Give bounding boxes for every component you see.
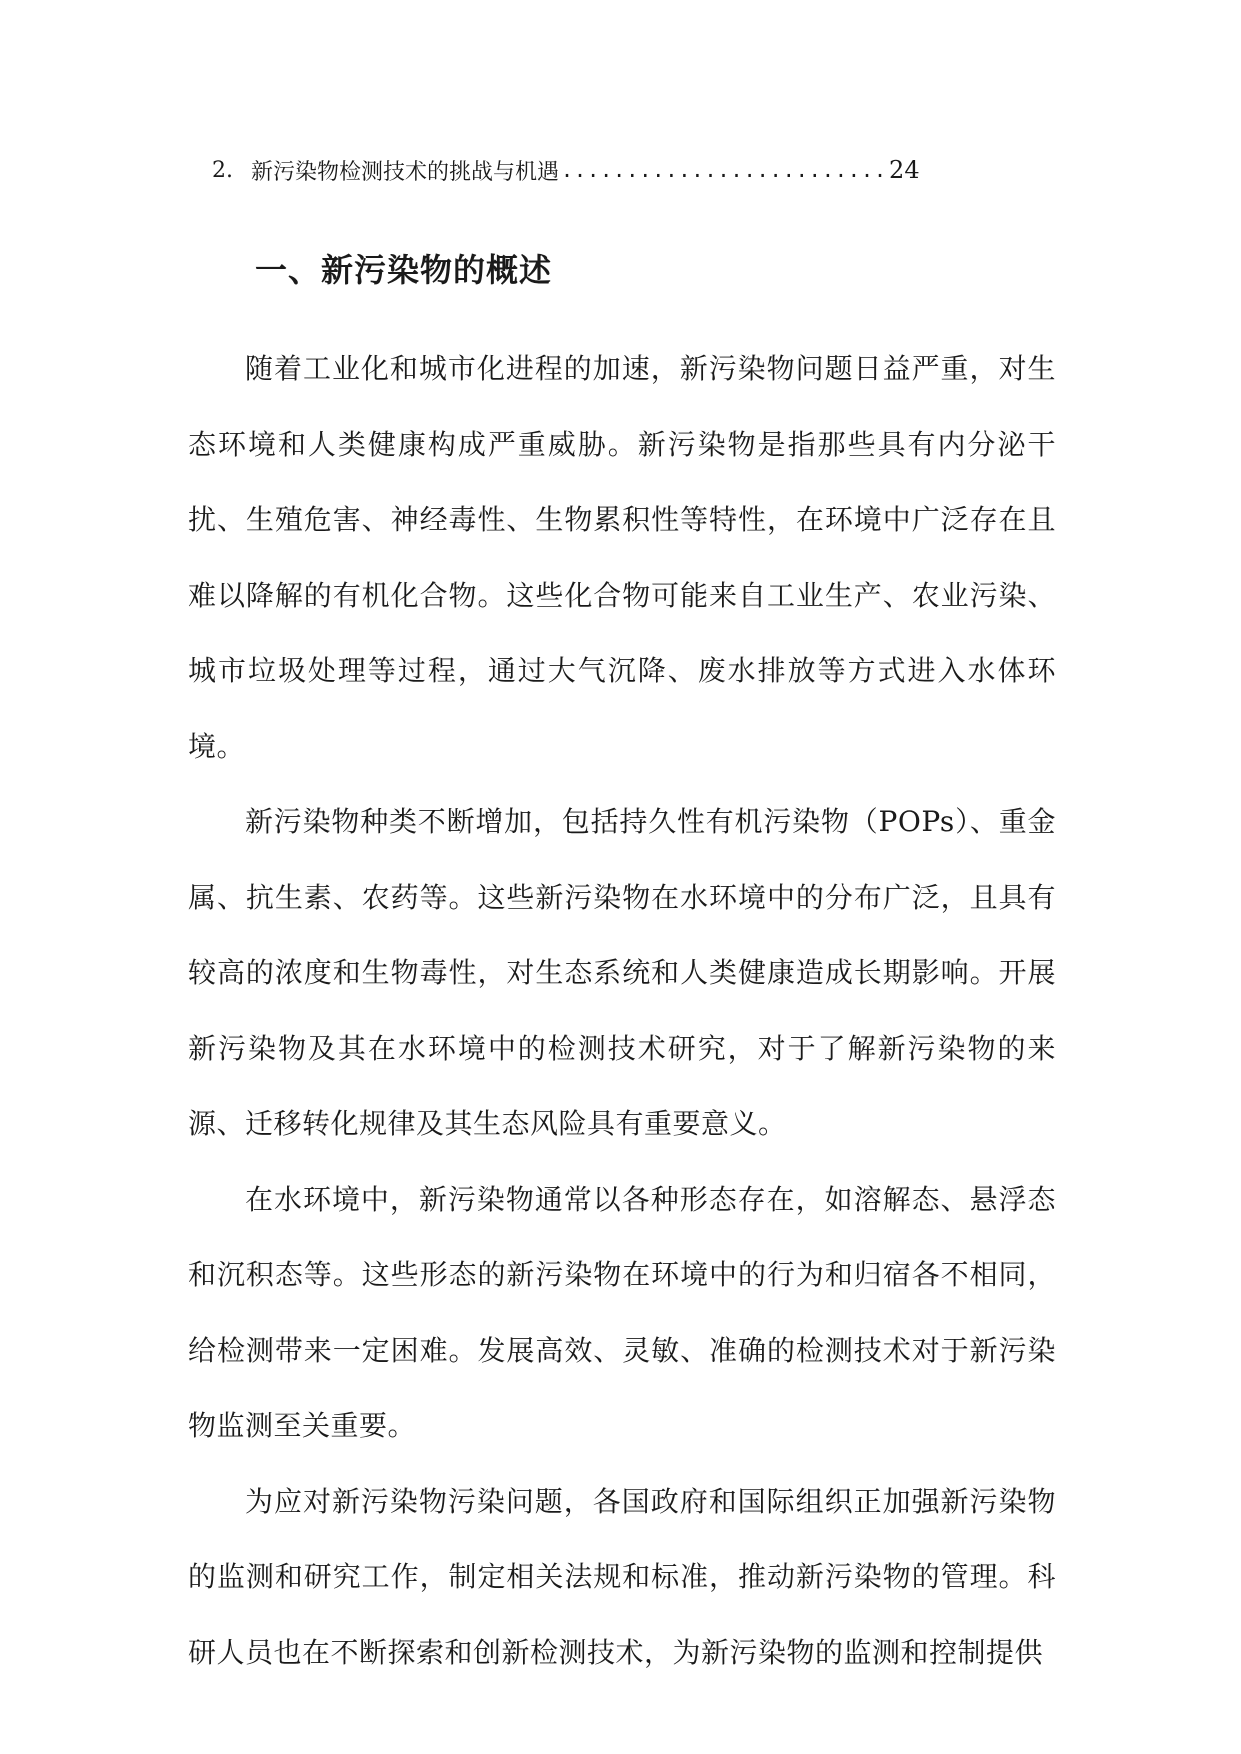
body-text	[188, 331, 1056, 1690]
toc-entry-number: 2.	[212, 157, 233, 183]
paragraph: 新污染物种类不断增加，包括持久性有机污染物（POPs）、重金属、抗生素、农药等。这些新污染物在水环境中的分布广泛，且具有较高的浓度和生物毒性，对生态系统和人类健康造成长期影响。开展新污染物及其在水环境中的检测技术研究，对于了解新污染物的来源、迁移转化规律及其生态风险具有重要意义。	[188, 805, 1056, 1140]
paragraph: 随着工业化和城市化进程的加速，新污染物问题日益严重，对生态环境和人类健康构成严重威胁。新污染物是指那些具有内分泌干扰、生殖危害、神经毒性、生物累积性等特性，在环境中广泛存在且难以降解的有机化合物。这些化合物可能来自工业生产、农业污染、城市垃圾处理等过程，通过大气沉降、废水排放等方式进入水体环境。	[188, 352, 1056, 763]
toc-entry-page-number: 24	[889, 156, 920, 184]
paragraph: 为应对新污染物污染问题，各国政府和国际组织正加强新污染物的监测和研究工作，制定相关法规和标准，推动新污染物的管理。科研人员也在不断探索和创新检测技术，为新污染物的监测和控制提供	[188, 1484, 1056, 1669]
toc-entry-title: 新污染物检测技术的挑战与机遇	[251, 159, 560, 185]
toc-leader-dots: .........................	[561, 158, 888, 182]
section-heading: 一、新污染物的概述	[255, 251, 553, 289]
paragraph: 在水环境中，新污染物通常以各种形态存在，如溶解态、悬浮态和沉积态等。这些形态的新污染物在环境中的行为和归宿各不相同，给检测带来一定困难。发展高效、灵敏、准确的检测技术对于新污染物监测至关重要。	[188, 1182, 1056, 1442]
toc-entry[interactable]	[212, 152, 942, 188]
